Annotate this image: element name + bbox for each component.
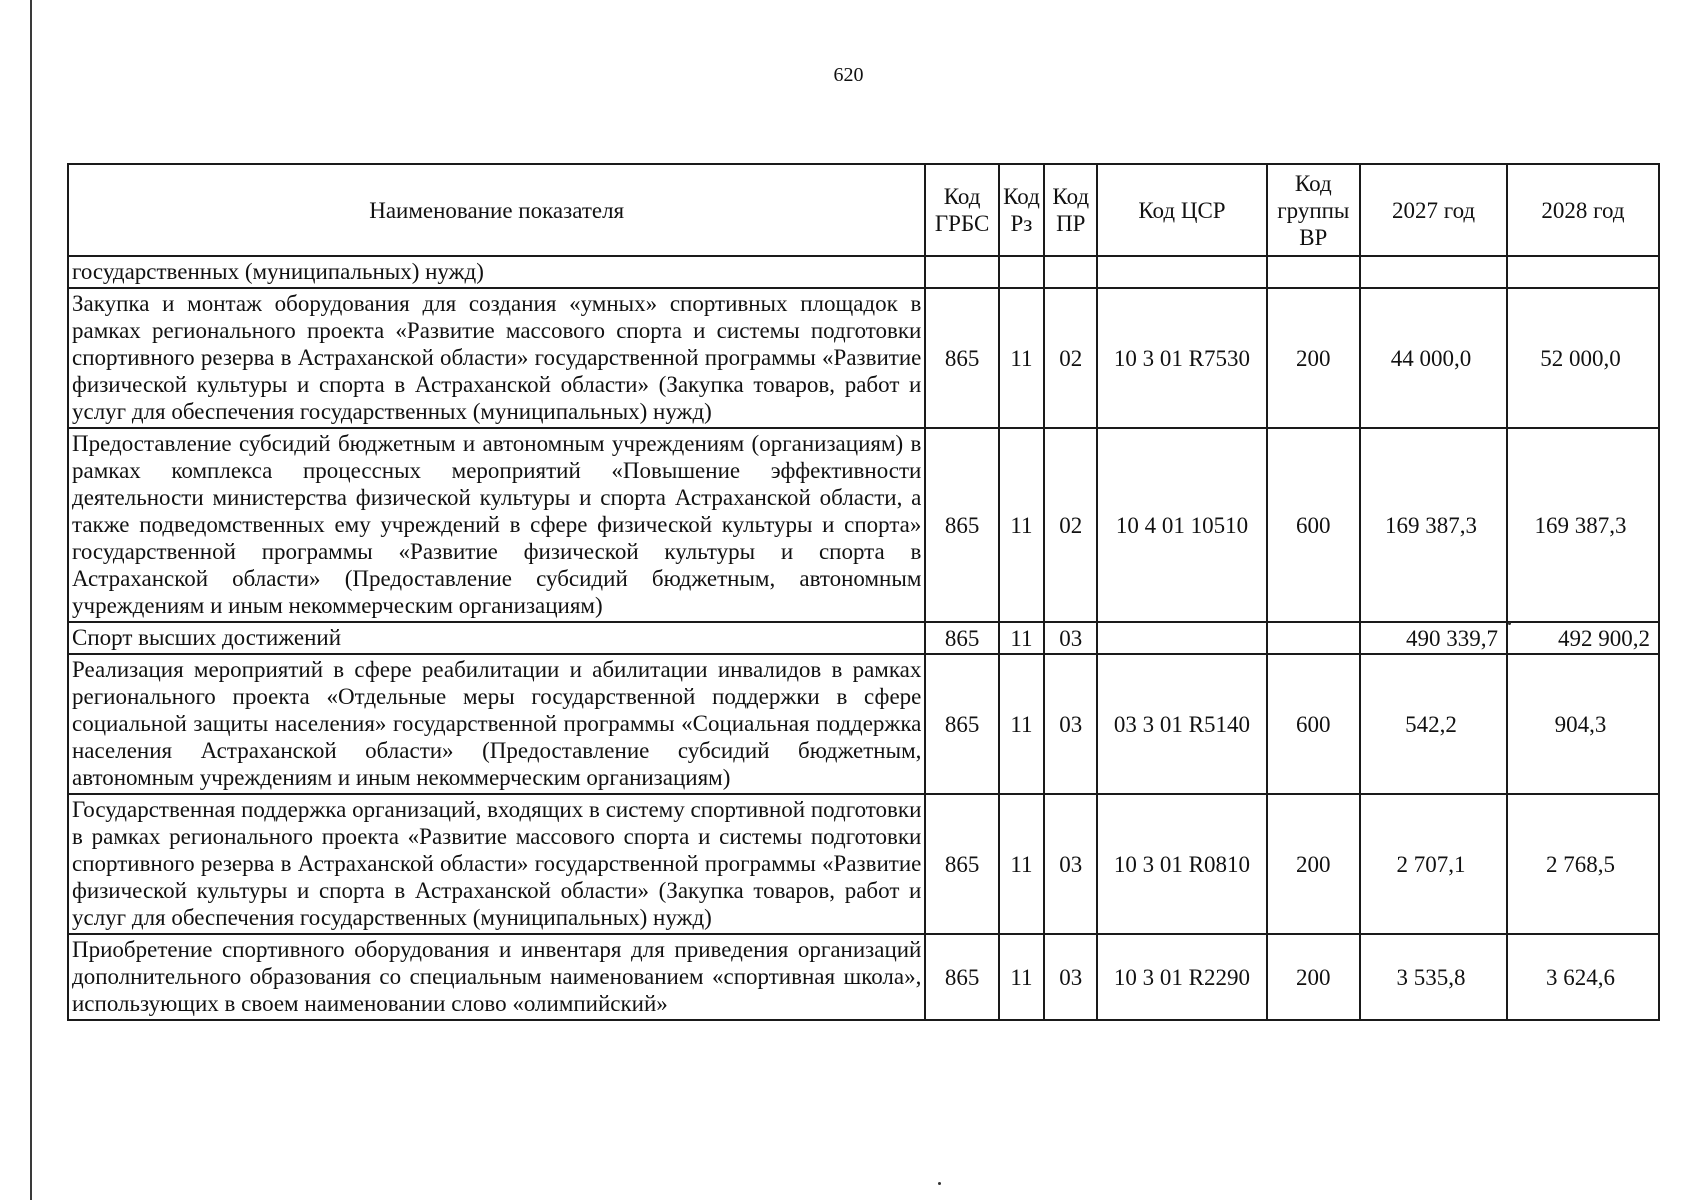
cell-rz	[999, 256, 1044, 288]
table-row	[68, 256, 1659, 288]
header-year-2028: 2028 год	[1507, 164, 1659, 256]
cell-vr: 200	[1267, 934, 1361, 1020]
header-year-2027: 2027 год	[1360, 164, 1507, 256]
cell-vr	[1267, 622, 1361, 654]
cell-year-2028: 169 387,3	[1507, 428, 1659, 622]
cell-year-2028: 2 768,5	[1507, 794, 1659, 934]
cell-grbs: 865	[925, 794, 998, 934]
cell-name: Спорт высших достижений	[68, 622, 925, 654]
table-row	[68, 794, 1659, 934]
cell-name: Приобретение спортивного оборудования и инвентаря для приведения организаций дополнительного образования со специальным наименованием «спортивная школа», использующих в своем наименовании слово «олимпийский»	[68, 934, 925, 1020]
cell-csr: 10 3 01 R0810	[1097, 794, 1266, 934]
cell-csr: 10 3 01 R7530	[1097, 288, 1266, 428]
cell-year-2028: 52 000,0	[1507, 288, 1659, 428]
cell-grbs: 865	[925, 428, 998, 622]
cell-csr: 10 3 01 R2290	[1097, 934, 1266, 1020]
cell-rz: 11	[999, 288, 1044, 428]
cell-vr: 600	[1267, 654, 1361, 794]
cell-csr: 10 4 01 10510	[1097, 428, 1266, 622]
cell-year-2027: 490 339,7	[1360, 622, 1507, 654]
header-csr: Код ЦСР	[1097, 164, 1266, 256]
cell-year-2027: 542,2	[1360, 654, 1507, 794]
table-row	[68, 654, 1659, 794]
cell-name: Государственная поддержка организаций, входящих в систему спортивной подготовки в рамках регионального проекта «Развитие массового спорта и системы подготовки спортивного резерва в Астраханской области» государственной программы «Развитие физической культуры и спорта в Астраханской области» (Закупка товаров, работ и услуг для обеспечения государственных (муниципальных) нужд)	[68, 794, 925, 934]
cell-vr	[1267, 256, 1361, 288]
cell-vr: 200	[1267, 794, 1361, 934]
cell-grbs: 865	[925, 654, 998, 794]
cell-year-2028	[1507, 256, 1659, 288]
cell-pr: 03	[1044, 654, 1097, 794]
cell-vr: 600	[1267, 428, 1361, 622]
cell-pr: 02	[1044, 288, 1097, 428]
table-header-row	[68, 164, 1659, 256]
cell-grbs: 865	[925, 288, 998, 428]
cell-year-2027	[1360, 256, 1507, 288]
cell-name: Предоставление субсидий бюджетным и автономным учреждениям (организациям) в рамках комплекса процессных мероприятий «Повышение эффективности деятельности министерства физической культуры и спорта Астраханской области, а также подведомственных ему учреждений в сфере физической культуры и спорта» государственной программы «Развитие физической культуры и спорта в Астраханской области» (Предоставление субсидий бюджетным, автономным учреждениям и иным некоммерческим организациям)	[68, 428, 925, 622]
cell-name: государственных (муниципальных) нужд)	[68, 256, 925, 288]
cell-rz: 11	[999, 934, 1044, 1020]
cell-rz: 11	[999, 654, 1044, 794]
cell-csr	[1097, 622, 1266, 654]
cell-csr: 03 3 01 R5140	[1097, 654, 1266, 794]
table-row	[68, 934, 1659, 1020]
scan-speck	[1508, 622, 1511, 625]
cell-grbs	[925, 256, 998, 288]
cell-year-2028: 492 900,2	[1507, 622, 1659, 654]
binding-margin-line	[30, 0, 32, 1200]
cell-year-2028: 3 624,6	[1507, 934, 1659, 1020]
header-pr: Код ПР	[1044, 164, 1097, 256]
cell-pr: 03	[1044, 934, 1097, 1020]
cell-name: Реализация мероприятий в сфере реабилитации и абилитации инвалидов в рамках регионального проекта «Отдельные меры государственной поддержки в сфере социальной защиты населения» государственной программы «Социальная поддержка населения Астраханской области» (Предоставление субсидий бюджетным, автономным учреждениям и иным некоммерческим организациям)	[68, 654, 925, 794]
table-row	[68, 428, 1659, 622]
table-row	[68, 622, 1659, 654]
cell-vr: 200	[1267, 288, 1361, 428]
cell-rz: 11	[999, 428, 1044, 622]
cell-grbs: 865	[925, 934, 998, 1020]
header-name: Наименование показателя	[68, 164, 925, 256]
cell-grbs: 865	[925, 622, 998, 654]
cell-year-2027: 44 000,0	[1360, 288, 1507, 428]
cell-rz: 11	[999, 622, 1044, 654]
header-rz: Код Рз	[999, 164, 1044, 256]
cell-pr: 02	[1044, 428, 1097, 622]
cell-rz: 11	[999, 794, 1044, 934]
cell-pr	[1044, 256, 1097, 288]
scan-speck	[938, 1182, 941, 1185]
header-vr: Код группы ВР	[1267, 164, 1361, 256]
cell-pr: 03	[1044, 622, 1097, 654]
page-number: 620	[833, 64, 864, 86]
budget-table	[67, 163, 1660, 1021]
cell-year-2027: 169 387,3	[1360, 428, 1507, 622]
cell-year-2027: 2 707,1	[1360, 794, 1507, 934]
cell-csr	[1097, 256, 1266, 288]
cell-name: Закупка и монтаж оборудования для создания «умных» спортивных площадок в рамках регионального проекта «Развитие массового спорта и системы подготовки спортивного резерва в Астраханской области» государственной программы «Развитие физической культуры и спорта в Астраханской области» (Закупка товаров, работ и услуг для обеспечения государственных (муниципальных) нужд)	[68, 288, 925, 428]
table-row	[68, 288, 1659, 428]
cell-year-2028: 904,3	[1507, 654, 1659, 794]
header-grbs: Код ГРБС	[925, 164, 998, 256]
cell-pr: 03	[1044, 794, 1097, 934]
cell-year-2027: 3 535,8	[1360, 934, 1507, 1020]
